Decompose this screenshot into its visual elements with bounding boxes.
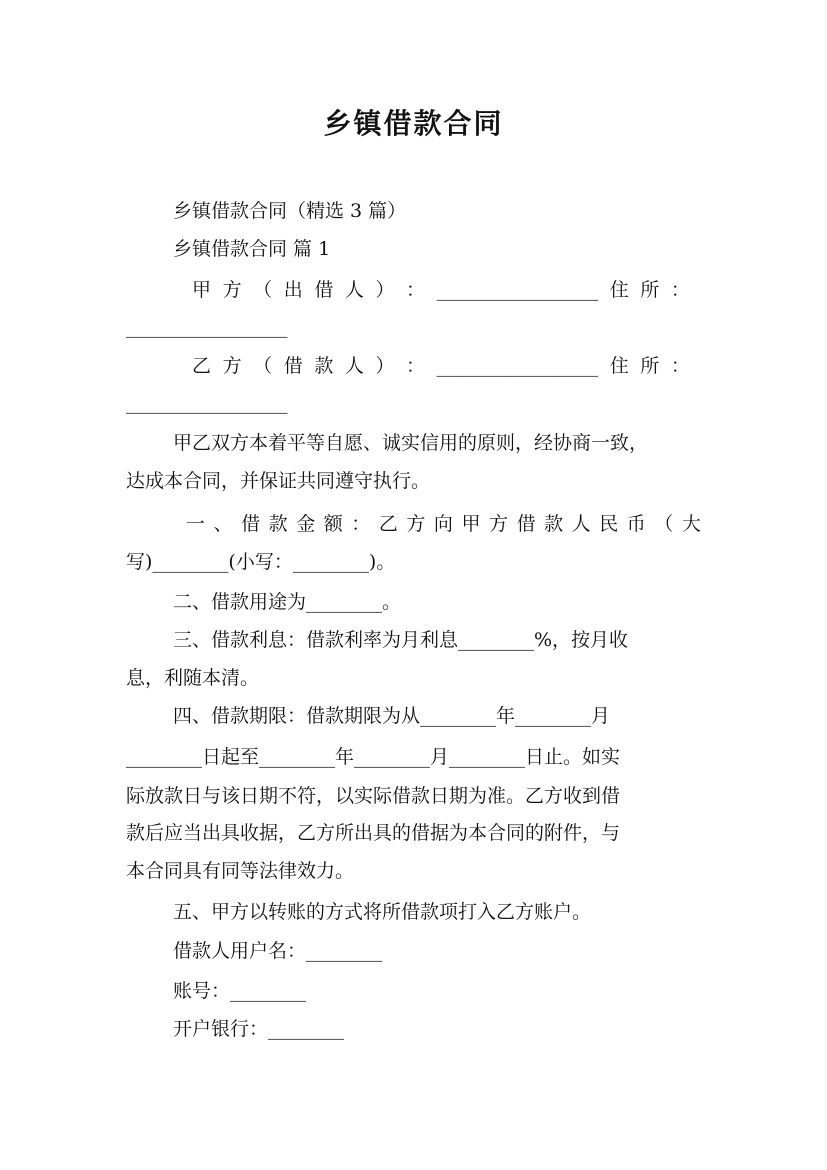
clause-4-line-5: 本合同具有同等法律效力。: [126, 860, 355, 882]
party-a-char: 方: [222, 279, 242, 301]
clause-1-char: 民: [599, 513, 619, 535]
party-b-char: 所: [640, 355, 660, 377]
party-a-char: 借: [314, 279, 334, 301]
party-b-char: 款: [314, 355, 334, 377]
party-a-char: ：: [670, 279, 690, 301]
bank-field: 开户银行：________: [173, 1018, 345, 1040]
clause-2: 二、借款用途为________。: [173, 591, 402, 613]
party-b-char: 人: [344, 355, 364, 377]
party-b-char: 住: [609, 355, 629, 377]
party-a-char: （: [253, 279, 273, 301]
clause-3-line-1: 三、借款利息：借款利率为月利息________%，按月收: [173, 629, 629, 651]
clause-1-char: （: [654, 513, 674, 535]
party-b-char: 方: [222, 355, 242, 377]
party-a-char: 出: [283, 279, 303, 301]
party-b-char: （: [253, 355, 273, 377]
clause-1-line-1: [186, 505, 701, 543]
clause-1-char: 借: [241, 513, 261, 535]
clause-1-char: 一: [186, 513, 206, 535]
party-a-char: ）: [375, 279, 395, 301]
party-a-char: 所: [640, 279, 660, 301]
clause-4-line-1: 四、借款期限：借款期限为从________年________月: [173, 705, 611, 727]
party-a-blank: _________________: [436, 279, 599, 301]
party-b-line: [192, 347, 690, 385]
clause-4-line-3: 际放款日与该日期不符，以实际借款日期为准。乙方收到借: [126, 785, 621, 807]
clause-1-char: 、: [213, 513, 233, 535]
clause-5: 五、甲方以转账的方式将所借款项打入乙方账户。: [173, 901, 592, 923]
party-a-char: 住: [609, 279, 629, 301]
clause-1-char: 款: [544, 513, 564, 535]
clause-1-char: 大: [681, 513, 701, 535]
clause-1-char: 款: [268, 513, 288, 535]
clause-1-char: ：: [351, 513, 371, 535]
party-b-char: ：: [406, 355, 426, 377]
party-b-address-blank: _________________: [126, 392, 288, 414]
account-name-field: 借款人用户名：________: [173, 940, 383, 962]
party-a-line: [192, 271, 690, 309]
clause-1-char: 方: [489, 513, 509, 535]
clause-1-char: 币: [626, 513, 646, 535]
clause-1-char: 额: [323, 513, 343, 535]
party-b-char: ：: [670, 355, 690, 377]
clause-1-char: 人: [571, 513, 591, 535]
clause-4-line-4: 款后应当出具收据，乙方所出具的借据为本合同的附件，与: [126, 822, 621, 844]
clause-1-char: 借: [516, 513, 536, 535]
section-heading: 乡镇借款合同 篇 1: [173, 238, 331, 260]
clause-3-line-2: 息，利随本清。: [126, 667, 260, 689]
clause-1-char: 向: [433, 513, 453, 535]
party-b-char: 乙: [192, 355, 212, 377]
party-b-char: 借: [283, 355, 303, 377]
party-a-char: 甲: [192, 279, 212, 301]
intro-line-2: 达成本合同，并保证共同遵守执行。: [126, 470, 431, 492]
clause-4-line-2: ________日起至________年________月________日止。如实: [126, 746, 621, 768]
party-b-char: ）: [375, 355, 395, 377]
account-number-field: 账号：________: [173, 980, 307, 1002]
clause-1-char: 方: [406, 513, 426, 535]
party-b-blank: _________________: [436, 355, 599, 377]
intro-line-1: 甲乙双方本着平等自愿、诚实信用的原则，经协商一致，: [173, 432, 649, 454]
party-a-char: ：: [406, 279, 426, 301]
clause-1-char: 乙: [378, 513, 398, 535]
clause-1-line-2: 写)________(小写：________)。: [126, 551, 396, 573]
subtitle: 乡镇借款合同（精选 3 篇）: [173, 200, 407, 222]
clause-1-char: 金: [296, 513, 316, 535]
clause-1-char: 甲: [461, 513, 481, 535]
party-a-char: 人: [344, 279, 364, 301]
document-title: 乡镇借款合同: [323, 107, 504, 140]
party-a-address-blank: _________________: [126, 316, 288, 338]
